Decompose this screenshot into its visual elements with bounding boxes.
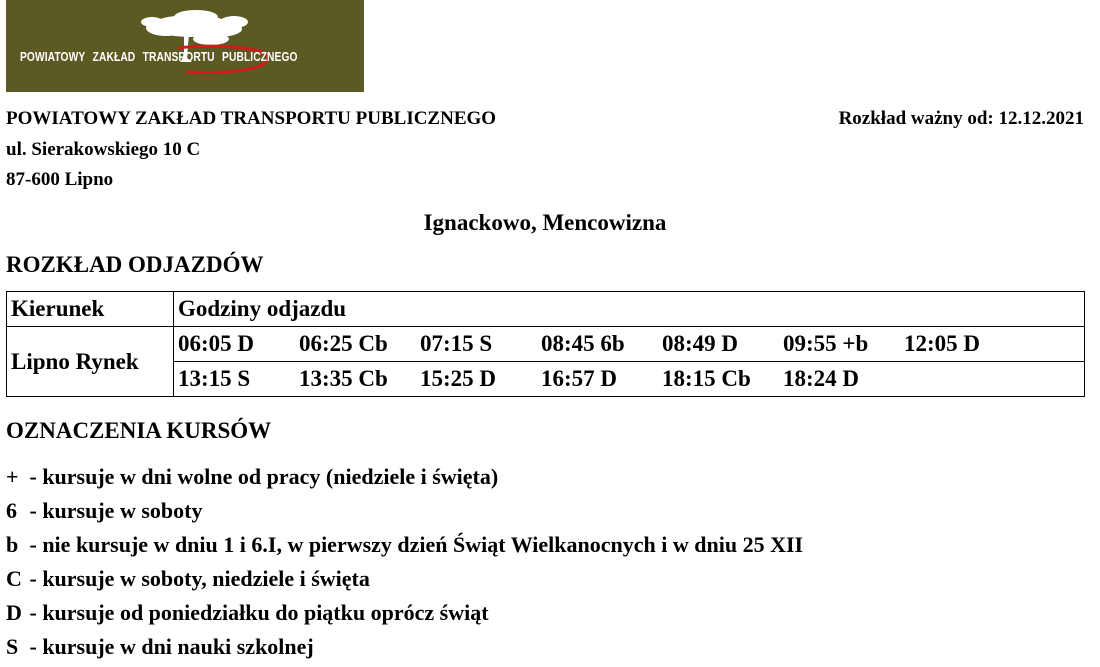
legend [6,460,803,664]
legend-text: - nie kursuje w dniu 1 i 6.I, w pierwszy dzień Świąt Wielkanocnych i w dniu 25 XII [29,532,804,557]
departure-time: 12:05 D [904,331,981,356]
table-row [7,327,1085,362]
departure-times-cell [174,362,1085,397]
legend-symbol: + [6,464,19,489]
stop-name: Ignackowo, Mencowizna [423,210,667,235]
legend-symbol: D [6,600,22,625]
logo-word: PUBLICZNEGO [222,50,298,64]
legend-text: - kursuje od poniedziałku do piątku oprócz świąt [29,600,489,625]
list-item [6,528,803,562]
departure-time: 08:49 D [662,331,739,356]
departure-time: 06:05 D [178,331,255,356]
logo-word: POWIATOWY [20,50,86,64]
direction-cell: Lipno Rynek [7,327,174,397]
legend-symbol: C [6,566,22,591]
tree-logo-icon [6,0,364,92]
list-item [6,630,803,664]
timetable-header-row [7,292,1085,327]
logo-word: TRANSPORTU [142,50,215,64]
valid-from-date: Rozkład ważny od: 12.12.2021 [838,108,1084,129]
list-item [6,562,803,596]
departure-time: 13:35 Cb [299,366,388,391]
company-name: POWIATOWY ZAKŁAD TRANSPORTU PUBLICZNEGO [6,108,497,129]
times-header: Godziny odjazdu [174,292,1085,327]
logo-word: ZAKŁAD [92,50,136,64]
legend-title: OZNACZENIA KURSÓW [6,418,272,443]
legend-symbol: 6 [6,498,17,523]
timetable [6,291,1085,397]
legend-symbol: S [6,634,19,659]
departure-time: 09:55 +b [783,331,869,356]
departure-time: 16:57 D [541,366,618,391]
departure-time: 18:24 D [783,366,860,391]
departure-time: 07:15 S [420,331,493,356]
departure-times-cell [174,327,1085,362]
direction-header: Kierunek [7,292,174,327]
list-item [6,596,803,630]
departure-time: 13:15 S [178,366,251,391]
legend-text: - kursuje w dni nauki szkolnej [29,634,314,659]
departure-time: 18:15 Cb [662,366,751,391]
legend-symbol: b [6,532,19,557]
legend-text: - kursuje w soboty, niedziele i święta [29,566,370,591]
departure-time: 15:25 D [420,366,497,391]
logo-text [20,50,299,64]
list-item [6,460,803,494]
company-logo [6,0,364,92]
legend-text: - kursuje w dni wolne od pracy (niedziele i święta) [29,464,499,489]
list-item [6,494,803,528]
company-city: 87-600 Lipno [6,169,114,190]
timetable-title: ROZKŁAD ODJAZDÓW [6,252,264,277]
legend-text: - kursuje w soboty [29,498,203,523]
departure-time: 08:45 6b [541,331,625,356]
departure-time: 06:25 Cb [299,331,388,356]
company-street: ul. Sierakowskiego 10 C [6,139,201,160]
